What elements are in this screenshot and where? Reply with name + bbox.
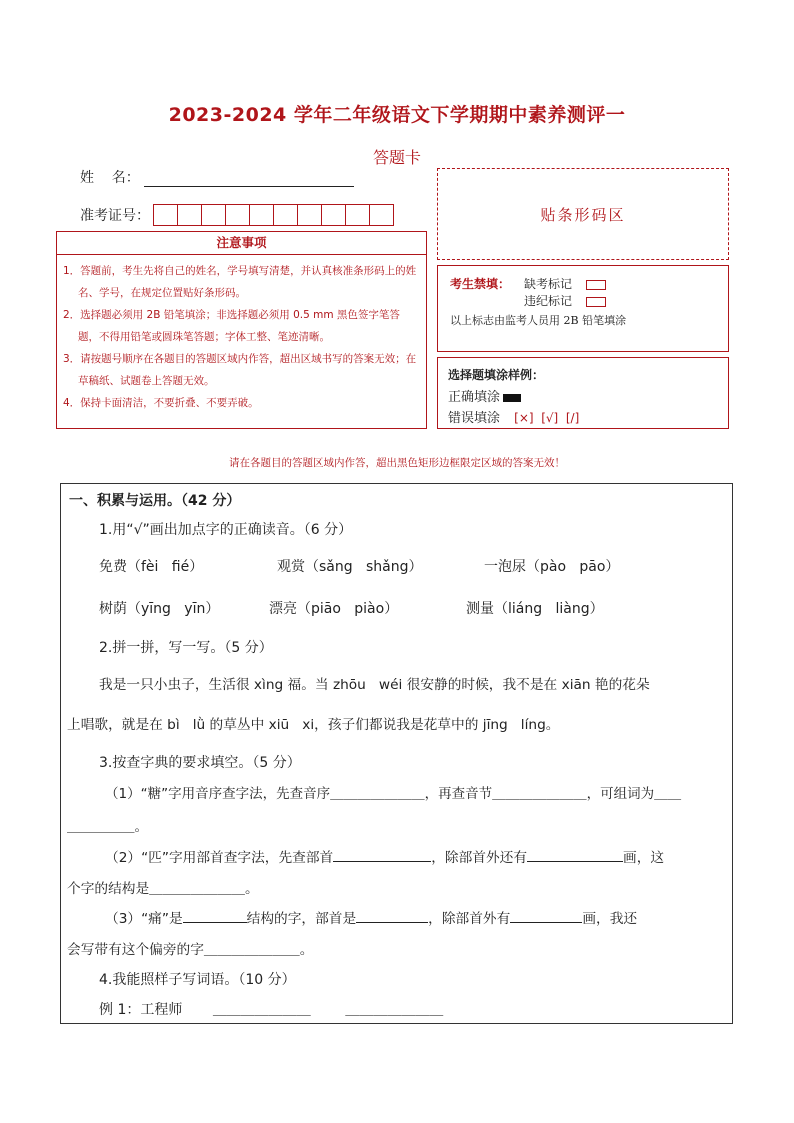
q3-part3 (105, 907, 637, 927)
absent-checkbox[interactable] (586, 280, 606, 290)
id-digit-box[interactable] (177, 204, 202, 226)
notice-list (57, 255, 426, 414)
q1-item: 树荫（yīng yīn） (99, 601, 220, 617)
q1-stem: 1.用“√”画出加点字的正确读音。（6 分） (99, 522, 353, 538)
q1-item: 免费（fèi fié） (99, 559, 204, 575)
section-heading: 一、积累与运用。（42 分） (69, 493, 241, 509)
id-digit-box[interactable] (201, 204, 226, 226)
barcode-label: 贴条形码区 (540, 205, 626, 224)
answer-blank[interactable] (356, 909, 428, 923)
filled-mark-icon (503, 394, 521, 402)
q3-part1-cont: ＿＿＿＿＿。 (67, 819, 148, 835)
q3-stem: 3.按查字典的要求填空。（5 分） (99, 755, 301, 771)
id-digit-box[interactable] (321, 204, 346, 226)
id-digit-box[interactable] (297, 204, 322, 226)
sample-wrong-row (448, 407, 579, 426)
q2-line: 我是一只小虫子，生活很 xìng 福。当 zhōu wéi 很安静的时候，我不是在 xiān 艳的花朵 (99, 677, 650, 693)
id-boxes (154, 204, 394, 226)
answer-blank[interactable] (183, 909, 247, 923)
barcode-area (437, 168, 729, 260)
forbid-box (437, 265, 729, 352)
forbid-label: 考生禁填： (450, 277, 511, 291)
name-row (80, 167, 354, 187)
answer-blank[interactable] (510, 909, 582, 923)
q3-part2 (105, 846, 664, 866)
violation-label: 违纪标记 (524, 294, 573, 308)
absent-label: 缺考标记 (524, 277, 573, 291)
sample-wrong-marks: [×] [√] [/] (514, 411, 580, 425)
id-digit-box[interactable] (345, 204, 370, 226)
q3-part3-cont: 会写带有这个偏旁的字＿＿＿＿＿＿＿。 (67, 942, 314, 958)
q3-part1: （1）“糖”字用音序查字法，先查音序＿＿＿＿＿＿＿，再查音节＿＿＿＿＿＿＿，可组词为＿＿ (105, 786, 682, 802)
q3-p3-text: ，除部首外有 (428, 911, 511, 927)
name-label: 姓 名： (80, 170, 140, 186)
answer-blank[interactable] (333, 848, 431, 862)
id-row (80, 204, 394, 226)
q3-p2-text: （2）“匹”字用部首查字法，先查部首 (105, 850, 334, 866)
notice-item: 1．答题前，考生先将自己的姓名，学号填写清楚，并认真核准条形码上的姓名、学号，在规定位置贴好条形码。 (63, 265, 417, 299)
notice-item: 2．选择题必须用 2B 铅笔填涂；非选择题必须用 0.5 mm 黑色签字笔答题，不得用铅笔或圆珠笔答题；字体工整、笔迹清晰。 (63, 309, 400, 343)
id-digit-box[interactable] (249, 204, 274, 226)
id-digit-box[interactable] (225, 204, 250, 226)
violation-checkbox[interactable] (586, 297, 606, 307)
q3-p2-text: ，除部首外还有 (431, 850, 528, 866)
sample-heading: 选择题填涂样例： (448, 368, 545, 382)
q1-item: 一泡尿（pào pāo） (484, 559, 620, 575)
sample-correct-label: 正确填涂 (448, 390, 501, 405)
q4-example: 例 1：工程师 (99, 1002, 183, 1018)
id-label: 准考证号： (80, 208, 150, 224)
q3-p2-text: 画，这 (623, 850, 665, 866)
forbid-note: 以上标志由监考人员用 2B 铅笔填涂 (450, 314, 627, 327)
q3-p3-text: 画，我还 (582, 911, 638, 927)
sample-wrong-label: 错误填涂 (448, 411, 501, 426)
q1-item: 漂亮（piāo piào） (269, 601, 399, 617)
q3-p3-text: （3）“痛”是 (105, 911, 183, 927)
answer-area (60, 483, 733, 1024)
notice-item: 4．保持卡面清洁，不要折叠、不要弄破。 (63, 397, 259, 409)
q3-part2-cont: 个字的结构是＿＿＿＿＿＿＿。 (67, 881, 259, 897)
id-digit-box[interactable] (273, 204, 298, 226)
q1-item: 观赏（sǎng shǎng） (277, 559, 423, 575)
page-title: 2023-2024 学年二年级语文下学期期中素养测评一 (168, 104, 626, 126)
name-field[interactable] (144, 172, 354, 187)
notice-item: 3．请按题号顺序在各题目的答题区域内作答，超出区域书写的答案无效；在草稿纸、试题卷上答题无效。 (63, 353, 417, 387)
answer-blank[interactable] (527, 848, 623, 862)
sample-box (437, 357, 729, 429)
id-digit-box[interactable] (369, 204, 394, 226)
q2-line: 上唱歌，就是在 bì lǜ 的草丛中 xiū xi，孩子们都说我是花草中的 jīng líng。 (67, 717, 560, 733)
absent-mark-row (524, 275, 606, 292)
q3-p3-text: 结构的字，部首是 (246, 911, 357, 927)
q1-item: 测量（liáng liàng） (466, 601, 604, 617)
id-digit-box[interactable] (153, 204, 178, 226)
answer-blank[interactable]: ＿＿＿＿＿＿＿ (345, 1002, 444, 1018)
violation-mark-row (524, 292, 606, 309)
notice-heading: 注意事项 (57, 232, 426, 255)
area-warning: 请在各题目的答题区域内作答，超出黑色矩形边框限定区域的答案无效！ (229, 457, 565, 469)
page-subtitle: 答题卡 (372, 148, 421, 167)
q4-example-row (99, 999, 443, 1019)
q2-stem: 2.拼一拼，写一写。（5 分） (99, 640, 273, 656)
q4-stem: 4.我能照样子写词语。（10 分） (99, 972, 296, 988)
sample-correct-row (448, 386, 521, 405)
answer-blank[interactable]: ＿＿＿＿＿＿＿ (212, 1002, 311, 1018)
notice-box (56, 231, 427, 429)
